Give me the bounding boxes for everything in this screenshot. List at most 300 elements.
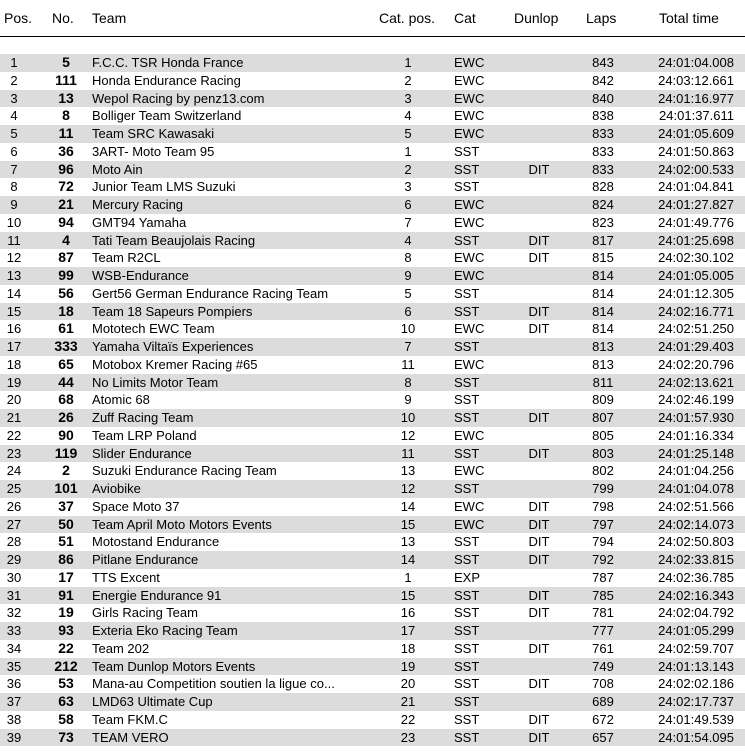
row-number: 53	[58, 675, 74, 692]
row-cat: SST	[454, 694, 480, 709]
row-cat: EWC	[454, 250, 485, 266]
row-cat: SST	[454, 481, 480, 496]
row-laps: 811	[592, 374, 614, 390]
row-cat: SST	[454, 445, 480, 461]
row-pos: 25	[6, 481, 22, 496]
row-pos: 36	[6, 676, 22, 692]
row-pos: 9	[10, 197, 18, 212]
row-team: Mototech EWC Team	[92, 321, 215, 337]
row-total-time: 24:01:54.095	[658, 729, 734, 745]
header-laps: Laps	[586, 10, 617, 26]
row-pos: 20	[6, 392, 22, 408]
row-pos: 23	[6, 445, 22, 461]
row-number: 18	[58, 302, 74, 319]
row-number: 61	[58, 320, 74, 337]
row-laps: 817	[592, 232, 614, 248]
row-cat: SST	[454, 587, 480, 603]
row-laps: 802	[592, 463, 614, 479]
row-team: Yamaha Viltaïs Experiences	[92, 339, 254, 354]
row-cat: EWC	[454, 197, 485, 212]
row-team: WSB-Endurance	[92, 268, 189, 283]
table-row	[0, 604, 745, 622]
row-total-time: 24:02:16.771	[658, 303, 734, 319]
row-total-time: 24:02:30.102	[658, 250, 734, 266]
row-pos: 35	[6, 658, 22, 674]
row-laps: 803	[592, 445, 614, 461]
row-laps: 823	[592, 214, 614, 230]
row-total-time: 24:01:57.930	[658, 410, 734, 425]
row-team: Girls Racing Team	[92, 605, 198, 621]
row-number: 4	[62, 231, 70, 248]
row-laps: 761	[592, 640, 614, 656]
table-row	[0, 533, 745, 551]
header-total-time: Total time	[659, 10, 719, 26]
row-dunlop: DIT	[528, 250, 550, 266]
row-laps: 798	[592, 498, 614, 514]
row-team: Energie Endurance 91	[92, 587, 222, 603]
row-cat-pos: 6	[404, 197, 412, 212]
row-pos: 28	[6, 534, 22, 550]
row-total-time: 24:01:04.008	[658, 55, 734, 70]
row-team: Team R2CL	[92, 250, 161, 266]
row-laps: 824	[592, 197, 614, 212]
row-team: LMD63 Ultimate Cup	[92, 694, 213, 709]
row-laps: 838	[592, 108, 614, 124]
row-cat-pos: 3	[404, 90, 412, 106]
row-number: 51	[58, 533, 74, 550]
row-dunlop: DIT	[528, 552, 550, 567]
row-number: 119	[54, 444, 78, 461]
row-dunlop: DIT	[528, 534, 550, 550]
row-number: 13	[58, 89, 74, 106]
row-cat-pos: 2	[404, 72, 412, 88]
row-cat-pos: 11	[401, 356, 415, 372]
row-dunlop: DIT	[528, 676, 550, 692]
row-pos: 3	[10, 90, 18, 106]
table-row	[0, 427, 745, 445]
row-total-time: 24:01:25.148	[658, 445, 734, 461]
row-total-time: 24:02:16.343	[658, 587, 734, 603]
row-dunlop: DIT	[528, 605, 550, 621]
row-laps: 749	[592, 658, 614, 674]
row-cat: SST	[454, 623, 480, 638]
row-cat-pos: 20	[400, 676, 416, 692]
row-total-time: 24:01:27.827	[658, 197, 734, 212]
row-cat: EWC	[454, 516, 485, 532]
table-row	[0, 249, 745, 267]
row-total-time: 24:02:46.199	[658, 392, 734, 408]
row-number: 212	[54, 657, 78, 674]
row-team: GMT94 Yamaha	[92, 214, 187, 230]
row-laps: 833	[592, 143, 614, 159]
header-cat: Cat	[454, 10, 476, 26]
table-row	[0, 72, 745, 90]
table-row	[0, 267, 745, 285]
row-cat: EWC	[454, 108, 485, 124]
table-header	[0, 0, 745, 37]
row-team: Team 202	[92, 640, 150, 656]
row-cat: EWC	[454, 268, 485, 283]
row-team: Space Moto 37	[92, 498, 180, 514]
row-cat: EWC	[454, 498, 485, 514]
row-cat: EWC	[454, 90, 485, 106]
row-laps: 657	[592, 729, 614, 745]
table-row	[0, 711, 745, 729]
row-total-time: 24:01:16.977	[658, 90, 734, 106]
row-cat: EWC	[454, 72, 485, 88]
row-laps: 672	[592, 711, 614, 727]
row-cat: SST	[454, 285, 480, 301]
row-team: Wepol Racing by penz13.com	[92, 90, 265, 106]
row-number: 2	[62, 462, 70, 479]
row-laps: 815	[592, 250, 614, 266]
row-number: 63	[58, 693, 74, 709]
row-cat-pos: 1	[404, 143, 412, 159]
row-total-time: 24:02:33.815	[658, 552, 734, 567]
table-row	[0, 214, 745, 232]
row-total-time: 24:02:51.250	[658, 321, 734, 337]
row-team: Team LRP Poland	[92, 427, 197, 443]
row-cat-pos: 3	[404, 179, 412, 195]
row-team: No Limits Motor Team	[92, 374, 219, 390]
row-total-time: 24:02:17.737	[658, 694, 734, 709]
row-team: Moto Ain	[92, 161, 143, 177]
table-row	[0, 480, 745, 498]
row-dunlop: DIT	[528, 516, 550, 532]
row-team: Slider Endurance	[92, 445, 192, 461]
table-row	[0, 693, 745, 711]
row-team: Mercury Racing	[92, 197, 184, 212]
row-number: 17	[58, 568, 74, 585]
row-team: Motobox Kremer Racing #65	[92, 356, 258, 372]
row-laps: 833	[592, 126, 614, 141]
row-pos: 38	[6, 711, 22, 727]
row-number: 111	[55, 71, 77, 88]
row-number: 101	[54, 480, 78, 496]
row-total-time: 24:02:04.792	[658, 605, 734, 621]
row-pos: 34	[6, 640, 22, 656]
row-laps: 781	[592, 605, 614, 621]
row-cat: EWC	[454, 55, 485, 70]
row-number: 65	[58, 355, 74, 372]
table-row	[0, 356, 745, 374]
row-team: Exteria Eko Racing Team	[92, 623, 238, 638]
row-cat-pos: 13	[400, 534, 416, 550]
row-team: Team Dunlop Motors Events	[92, 658, 256, 674]
row-pos: 12	[6, 250, 22, 266]
header-team: Team	[92, 10, 127, 26]
row-pos: 7	[10, 161, 18, 177]
row-cat-pos: 4	[404, 232, 412, 248]
table-row	[0, 161, 745, 179]
row-pos: 15	[6, 303, 22, 319]
row-cat-pos: 7	[404, 214, 412, 230]
table-row	[0, 90, 745, 108]
row-laps: 814	[592, 303, 614, 319]
row-cat-pos: 14	[400, 498, 416, 514]
row-team: TTS Excent	[92, 569, 160, 585]
row-total-time: 24:01:16.334	[658, 427, 734, 443]
table-row	[0, 445, 745, 463]
row-total-time: 24:01:05.299	[658, 623, 734, 638]
row-number: 93	[58, 622, 74, 638]
table-row	[0, 462, 745, 480]
table-row	[0, 196, 745, 214]
row-dunlop: DIT	[528, 711, 550, 727]
table-row	[0, 498, 745, 516]
row-laps: 794	[592, 534, 614, 550]
table-row	[0, 729, 745, 747]
row-number: 26	[58, 409, 74, 425]
row-laps: 777	[592, 623, 614, 638]
row-pos: 22	[6, 427, 22, 443]
row-cat-pos: 15	[400, 587, 416, 603]
row-total-time: 24:01:04.841	[658, 179, 734, 195]
row-cat-pos: 8	[404, 374, 412, 390]
row-laps: 797	[592, 516, 614, 532]
row-number: 99	[58, 267, 74, 283]
row-total-time: 24:02:14.073	[658, 516, 734, 532]
row-total-time: 24:02:36.785	[658, 569, 734, 585]
row-pos: 4	[10, 108, 18, 124]
row-pos: 39	[6, 729, 22, 745]
row-number: 11	[58, 125, 74, 141]
header-dunlop: Dunlop	[514, 10, 559, 26]
table-row	[0, 675, 745, 693]
row-laps: 787	[592, 569, 614, 585]
row-cat: SST	[454, 161, 480, 177]
row-pos: 19	[6, 374, 22, 390]
row-laps: 813	[592, 356, 614, 372]
row-laps: 813	[592, 339, 614, 354]
row-laps: 814	[592, 321, 614, 337]
row-cat-pos: 7	[404, 339, 412, 354]
row-total-time: 24:01:05.005	[658, 268, 734, 283]
row-laps: 843	[592, 55, 614, 70]
row-pos: 18	[6, 356, 22, 372]
row-cat: SST	[454, 711, 480, 727]
row-cat-pos: 14	[400, 552, 416, 567]
row-total-time: 24:01:04.078	[658, 481, 734, 496]
row-total-time: 24:01:49.776	[658, 214, 734, 230]
row-pos: 1	[10, 55, 18, 70]
table-row	[0, 54, 745, 72]
row-pos: 27	[6, 516, 22, 532]
row-laps: 807	[592, 410, 614, 425]
row-pos: 6	[10, 143, 18, 159]
row-dunlop: DIT	[528, 321, 550, 337]
table-row	[0, 125, 745, 143]
row-pos: 24	[6, 463, 22, 479]
row-number: 8	[62, 107, 70, 124]
row-total-time: 24:01:12.305	[658, 285, 734, 301]
row-number: 56	[58, 284, 74, 301]
row-cat: SST	[454, 339, 480, 354]
row-number: 96	[58, 160, 74, 177]
row-cat-pos: 5	[404, 285, 412, 301]
row-cat-pos: 13	[400, 463, 416, 479]
row-number: 50	[58, 515, 74, 532]
row-cat-pos: 18	[400, 640, 416, 656]
row-total-time: 24:01:49.539	[658, 711, 734, 727]
table-row	[0, 320, 745, 338]
row-number: 90	[58, 426, 74, 443]
table-row	[0, 143, 745, 161]
row-dunlop: DIT	[528, 498, 550, 514]
table-row	[0, 285, 745, 303]
row-cat-pos: 16	[400, 605, 416, 621]
row-cat-pos: 22	[400, 711, 416, 727]
row-dunlop: DIT	[528, 640, 550, 656]
table-row	[0, 338, 745, 356]
row-pos: 26	[6, 498, 22, 514]
row-number: 21	[58, 196, 74, 212]
row-laps: 842	[592, 72, 614, 88]
row-laps: 840	[592, 90, 614, 106]
row-team: Zuff Racing Team	[92, 410, 194, 425]
row-pos: 16	[6, 321, 22, 337]
row-cat: EXP	[454, 569, 481, 585]
row-team: 3ART- Moto Team 95	[92, 143, 215, 159]
table-row	[0, 178, 745, 196]
row-cat: SST	[454, 676, 480, 692]
row-team: Bolliger Team Switzerland	[92, 108, 242, 124]
row-cat-pos: 11	[401, 445, 415, 461]
row-pos: 2	[10, 72, 18, 88]
header-cat-pos: Cat. pos.	[379, 10, 436, 26]
row-team: TEAM VERO	[92, 729, 169, 745]
row-number: 44	[58, 373, 74, 390]
table-row	[0, 303, 745, 321]
row-cat: EWC	[454, 463, 485, 479]
row-cat: SST	[454, 179, 480, 195]
row-cat: EWC	[454, 427, 485, 443]
row-cat-pos: 4	[404, 108, 412, 124]
row-number: 94	[58, 213, 74, 230]
row-cat: SST	[454, 640, 480, 656]
row-team: Motostand Endurance	[92, 534, 220, 550]
row-pos: 30	[6, 569, 22, 585]
row-team: Pitlane Endurance	[92, 552, 199, 567]
row-cat: SST	[454, 232, 480, 248]
row-cat: EWC	[454, 214, 485, 230]
row-total-time: 24:02:02.186	[658, 676, 734, 692]
row-dunlop: DIT	[528, 232, 550, 248]
row-team: F.C.C. TSR Honda France	[92, 55, 244, 70]
row-pos: 17	[6, 339, 22, 354]
row-team: Team April Moto Motors Events	[92, 516, 272, 532]
row-pos: 32	[6, 605, 22, 621]
row-dunlop: DIT	[528, 729, 550, 745]
row-team: Mana-au Competition soutien la ligue co...	[92, 676, 335, 692]
row-total-time: 24:02:20.796	[658, 356, 734, 372]
row-total-time: 24:01:37.611	[659, 108, 734, 124]
row-number: 333	[54, 338, 78, 354]
table-row	[0, 409, 745, 427]
row-total-time: 24:02:59.707	[658, 640, 734, 656]
row-number: 91	[58, 586, 74, 603]
row-cat: EWC	[454, 126, 485, 141]
row-number: 86	[58, 551, 74, 567]
row-cat-pos: 21	[400, 694, 416, 709]
row-total-time: 24:01:50.863	[658, 143, 734, 159]
row-total-time: 24:01:29.403	[658, 339, 734, 354]
row-team: Junior Team LMS Suzuki	[92, 179, 236, 195]
row-cat-pos: 1	[404, 569, 412, 585]
row-team: Team SRC Kawasaki	[92, 126, 215, 141]
row-cat: SST	[454, 392, 480, 408]
row-total-time: 24:01:05.609	[658, 126, 734, 141]
row-cat: SST	[454, 143, 480, 159]
row-dunlop: DIT	[528, 445, 550, 461]
row-cat-pos: 2	[404, 161, 412, 177]
table-row	[0, 640, 745, 658]
row-team: Aviobike	[92, 481, 141, 496]
row-cat: SST	[454, 534, 480, 550]
row-team: Team 18 Sapeurs Pompiers	[92, 303, 253, 319]
row-dunlop: DIT	[528, 410, 550, 425]
row-cat: SST	[454, 605, 480, 621]
row-pos: 31	[6, 587, 22, 603]
row-cat-pos: 10	[400, 321, 416, 337]
row-total-time: 24:02:50.803	[658, 534, 734, 550]
row-pos: 14	[6, 285, 22, 301]
row-pos: 33	[6, 623, 22, 638]
row-number: 72	[58, 178, 74, 195]
row-cat-pos: 23	[400, 729, 416, 745]
row-cat-pos: 5	[404, 126, 412, 141]
row-cat: SST	[454, 729, 480, 745]
row-laps: 792	[592, 552, 614, 567]
row-cat-pos: 19	[400, 658, 416, 674]
row-number: 5	[62, 54, 70, 70]
row-laps: 814	[592, 268, 614, 283]
row-total-time: 24:01:25.698	[658, 232, 734, 248]
row-laps: 828	[592, 179, 614, 195]
row-number: 36	[58, 142, 74, 159]
row-cat-pos: 6	[404, 303, 412, 319]
row-pos: 21	[6, 410, 22, 425]
results-rows	[0, 54, 745, 746]
row-laps: 809	[592, 392, 614, 408]
row-laps: 785	[592, 587, 614, 603]
row-pos: 29	[6, 552, 22, 567]
table-row	[0, 658, 745, 676]
table-row	[0, 107, 745, 125]
row-total-time: 24:02:51.566	[658, 498, 734, 514]
table-row	[0, 587, 745, 605]
row-cat-pos: 9	[404, 392, 412, 408]
row-cat-pos: 1	[404, 55, 412, 70]
row-dunlop: DIT	[528, 161, 550, 177]
row-cat-pos: 12	[400, 481, 416, 496]
row-team: Team FKM.C	[92, 711, 168, 727]
header-pos: Pos.	[4, 10, 33, 26]
row-cat-pos: 17	[400, 623, 416, 638]
row-pos: 11	[7, 232, 21, 248]
row-team: Gert56 German Endurance Racing Team	[92, 285, 329, 301]
row-total-time: 24:03:12.661	[658, 72, 734, 88]
row-laps: 805	[592, 427, 614, 443]
table-row	[0, 551, 745, 569]
table-row	[0, 374, 745, 392]
row-cat-pos: 15	[400, 516, 416, 532]
row-pos: 13	[6, 268, 22, 283]
row-number: 87	[58, 249, 74, 266]
row-dunlop: DIT	[528, 303, 550, 319]
row-team: Honda Endurance Racing	[92, 72, 241, 88]
row-total-time: 24:01:13.143	[658, 658, 734, 674]
